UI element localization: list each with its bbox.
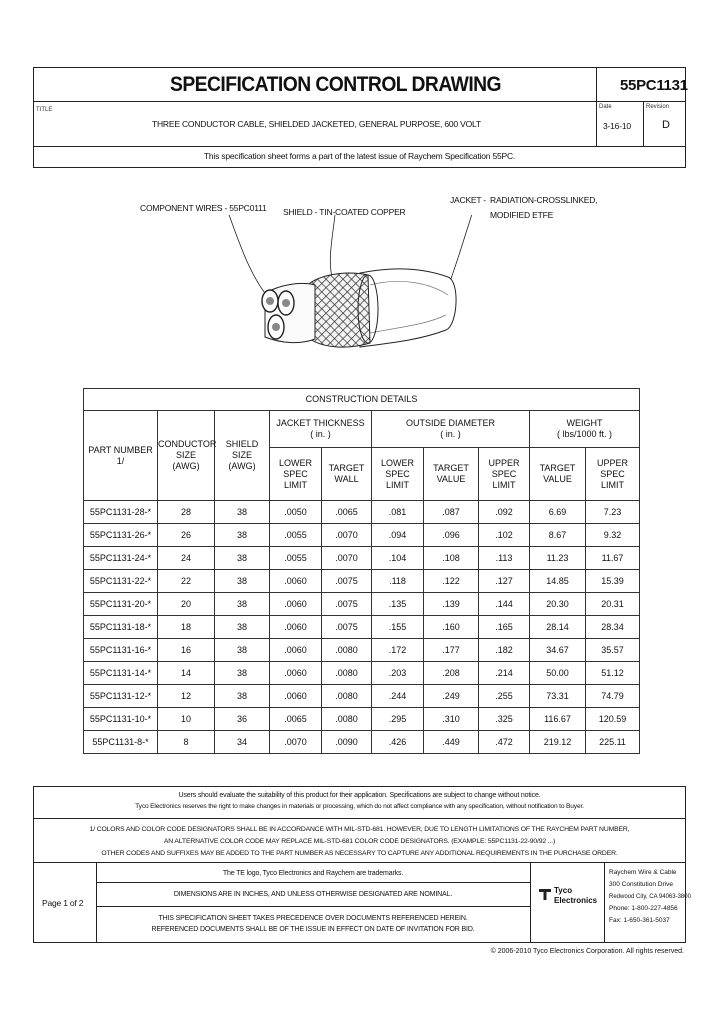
note-line-2: AN ALTERNATIVE COLOR CODE MAY REPLACE MIL-STD-681 COLOR CODE DESIGNATORS. (EXAMPLE: 55PC1131-22-90/92 ...) [163, 838, 556, 845]
cell-shield-size: 34 [215, 731, 270, 754]
cell-od-upper: .102 [479, 524, 530, 547]
cell-od-lower: .426 [372, 731, 424, 754]
cell-od-lower: .155 [372, 616, 424, 639]
cell-weight-target: 6.69 [530, 501, 586, 524]
cell-od-target: .177 [424, 639, 479, 662]
disclaimer-line-2: Tyco Electronics reserves the right to make changes in materials or processing, which do not affect compliance with any specification, without notification to Buyer. [135, 803, 584, 810]
cell-weight-target: 219.12 [530, 731, 586, 754]
cell-jacket-lower: .0060 [270, 616, 322, 639]
company-phone: Phone: 1-800-227-4856 [609, 905, 678, 912]
cell-od-lower: .295 [372, 708, 424, 731]
cell-od-lower: .118 [372, 570, 424, 593]
cell-shield-size: 36 [215, 708, 270, 731]
cell-od-lower: .172 [372, 639, 424, 662]
cell-od-upper: .113 [479, 547, 530, 570]
company-fax: Fax: 1-650-361-5037 [609, 917, 670, 924]
cell-jacket-lower: .0050 [270, 501, 322, 524]
cell-weight-upper: 74.79 [586, 685, 640, 708]
cell-od-target: .449 [424, 731, 479, 754]
label-component-wires: COMPONENT WIRES - 55PC0111 [140, 203, 267, 213]
cell-weight-upper: 35.57 [586, 639, 640, 662]
document-number: 55PC1131 [620, 77, 688, 94]
cell-od-lower: .244 [372, 685, 424, 708]
cell-od-upper: .255 [479, 685, 530, 708]
tyco-logo-icon [538, 887, 552, 901]
cell-part-number: 55PC1131-18-* [84, 616, 158, 639]
cell-weight-upper: 20.31 [586, 593, 640, 616]
cell-part-number: 55PC1131-14-* [84, 662, 158, 685]
cell-od-target: .108 [424, 547, 479, 570]
table-row [84, 639, 640, 662]
cell-od-upper: .182 [479, 639, 530, 662]
cell-shield-size: 38 [215, 616, 270, 639]
table-row [84, 593, 640, 616]
cell-weight-upper: 51.12 [586, 662, 640, 685]
cell-jacket-lower: .0055 [270, 524, 322, 547]
cell-conductor-size: 16 [158, 639, 215, 662]
label-shield: SHIELD - TIN-COATED COPPER [283, 207, 406, 217]
cell-conductor-size: 12 [158, 685, 215, 708]
cell-od-target: .087 [424, 501, 479, 524]
cell-conductor-size: 10 [158, 708, 215, 731]
header-weight-target: TARGET VALUE [530, 448, 586, 501]
cell-weight-target: 8.67 [530, 524, 586, 547]
cell-weight-target: 50.00 [530, 662, 586, 685]
cell-jacket-lower: .0060 [270, 570, 322, 593]
cell-jacket-target: .0080 [322, 708, 372, 731]
cell-jacket-target: .0075 [322, 616, 372, 639]
cell-conductor-size: 26 [158, 524, 215, 547]
cell-jacket-target: .0075 [322, 593, 372, 616]
cell-jacket-target: .0070 [322, 547, 372, 570]
cell-od-upper: .092 [479, 501, 530, 524]
cell-jacket-target: .0080 [322, 662, 372, 685]
cell-weight-target: 11.23 [530, 547, 586, 570]
cell-part-number: 55PC1131-20-* [84, 593, 158, 616]
cable-illustration [220, 215, 500, 370]
cell-weight-upper: 225.11 [586, 731, 640, 754]
cell-od-upper: .127 [479, 570, 530, 593]
copyright: © 2006-2010 Tyco Electronics Corporation. All rights reserved. [490, 948, 684, 955]
cell-conductor-size: 8 [158, 731, 215, 754]
label-jacket-1: JACKET - [450, 195, 487, 205]
cell-part-number: 55PC1131-8-* [84, 731, 158, 754]
page-title: SPECIFICATION CONTROL DRAWING [170, 73, 502, 96]
table-row [84, 685, 640, 708]
header-weight-upper: UPPER SPEC LIMIT [586, 448, 640, 501]
table-row [84, 616, 640, 639]
logo-text-electronics: Electronics [554, 896, 598, 905]
cell-jacket-target: .0065 [322, 501, 372, 524]
cell-jacket-lower: .0060 [270, 639, 322, 662]
header-weight: WEIGHT ( lbs/1000 ft. ) [530, 411, 640, 448]
table-row [84, 547, 640, 570]
cell-shield-size: 38 [215, 524, 270, 547]
note-line-3: OTHER CODES AND SUFFIXES MAY BE ADDED TO THE PART NUMBER AS NECESSARY TO CAPTURE ANY ADDITIONAL REQUIREMENTS IN THE PURCHASE ORDER. [101, 850, 618, 857]
table-row [84, 524, 640, 547]
cell-part-number: 55PC1131-12-* [84, 685, 158, 708]
header-part-number: PART NUMBER 1/ [84, 411, 158, 501]
cell-conductor-size: 14 [158, 662, 215, 685]
cell-od-upper: .325 [479, 708, 530, 731]
cell-shield-size: 38 [215, 501, 270, 524]
cell-jacket-lower: .0070 [270, 731, 322, 754]
cell-weight-upper: 15.39 [586, 570, 640, 593]
shield-leader-line [330, 215, 335, 277]
cell-weight-target: 34.67 [530, 639, 586, 662]
revision-value: D [662, 119, 670, 131]
cell-weight-target: 116.67 [530, 708, 586, 731]
header-shield-size: SHIELD SIZE (AWG) [215, 411, 270, 501]
title-label: TITLE [36, 107, 53, 113]
header-od-upper: UPPER SPEC LIMIT [479, 448, 530, 501]
cell-od-lower: .135 [372, 593, 424, 616]
cell-shield-size: 38 [215, 570, 270, 593]
revision-label: Revision [646, 104, 670, 110]
cell-part-number: 55PC1131-22-* [84, 570, 158, 593]
date-value: 3-16-10 [603, 121, 631, 131]
company-name: Raychem Wire & Cable [609, 869, 677, 876]
cell-od-upper: .165 [479, 616, 530, 639]
header-jacket-target: TARGET WALL [322, 448, 372, 501]
cell-od-target: .310 [424, 708, 479, 731]
precedence-note-2: REFERENCED DOCUMENTS SHALL BE OF THE ISSUE IN EFFECT ON DATE OF INVITATION FOR BID. [151, 926, 475, 933]
cell-weight-target: 20.30 [530, 593, 586, 616]
cell-part-number: 55PC1131-26-* [84, 524, 158, 547]
cell-shield-size: 38 [215, 639, 270, 662]
cell-od-lower: .094 [372, 524, 424, 547]
cell-jacket-lower: .0065 [270, 708, 322, 731]
logo-text-tyco: Tyco [554, 886, 573, 895]
cell-jacket-lower: .0055 [270, 547, 322, 570]
cell-od-target: .160 [424, 616, 479, 639]
note-line-1: 1/ COLORS AND COLOR CODE DESIGNATORS SHALL BE IN ACCORDANCE WITH MIL-STD-681. HOWEVER, DUE TO LENGTH LIMITATIONS OF THE RAYCHEM PART NUMBER, [89, 826, 630, 833]
cell-jacket-target: .0080 [322, 685, 372, 708]
label-jacket-3: MODIFIED ETFE [490, 210, 554, 220]
cell-conductor-size: 18 [158, 616, 215, 639]
cell-weight-target: 28.14 [530, 616, 586, 639]
cell-jacket-target: .0075 [322, 570, 372, 593]
cell-part-number: 55PC1131-28-* [84, 501, 158, 524]
table-row [84, 662, 640, 685]
cell-conductor-size: 24 [158, 547, 215, 570]
cell-od-upper: .472 [479, 731, 530, 754]
cell-shield-size: 38 [215, 593, 270, 616]
trademark-note: The TE logo, Tyco Electronics and Raychem are trademarks. [222, 870, 404, 877]
cell-od-target: .249 [424, 685, 479, 708]
cell-jacket-lower: .0060 [270, 662, 322, 685]
cell-weight-target: 14.85 [530, 570, 586, 593]
cell-jacket-target: .0090 [322, 731, 372, 754]
cell-jacket-lower: .0060 [270, 593, 322, 616]
spec-note: This specification sheet forms a part of the latest issue of Raychem Specification 55PC. [203, 151, 516, 161]
wires-leader-line [228, 215, 268, 297]
cell-od-lower: .203 [372, 662, 424, 685]
disclaimer-line-1: Users should evaluate the suitability of this product for their application. Specifications are subject to change without notice. [178, 792, 541, 799]
cell-jacket-target: .0080 [322, 639, 372, 662]
header-od-lower: LOWER SPEC LIMIT [372, 448, 424, 501]
cell-od-target: .096 [424, 524, 479, 547]
cell-shield-size: 38 [215, 685, 270, 708]
jacket-leader-line [448, 215, 475, 287]
table-row [84, 501, 640, 524]
dimensions-note: DIMENSIONS ARE IN INCHES, AND UNLESS OTHERWISE DESIGNATED ARE NOMINAL. [173, 891, 453, 898]
cell-weight-upper: 11.67 [586, 547, 640, 570]
date-label: Date [599, 104, 612, 110]
header-outside-diameter: OUTSIDE DIAMETER ( in. ) [372, 411, 530, 448]
table-row [84, 708, 640, 731]
cell-part-number: 55PC1131-16-* [84, 639, 158, 662]
cell-weight-target: 73.31 [530, 685, 586, 708]
precedence-note-1: THIS SPECIFICATION SHEET TAKES PRECEDENCE OVER DOCUMENTS REFERENCED HEREIN. [158, 915, 468, 922]
label-jacket-2: RADIATION-CROSSLINKED, [490, 195, 598, 205]
header-jacket-thickness: JACKET THICKNESS ( in. ) [270, 411, 372, 448]
cell-od-lower: .081 [372, 501, 424, 524]
header-conductor-size: CONDUCTOR SIZE (AWG) [158, 411, 215, 501]
table-row [84, 570, 640, 593]
cell-shield-size: 38 [215, 662, 270, 685]
cell-jacket-lower: .0060 [270, 685, 322, 708]
cell-conductor-size: 22 [158, 570, 215, 593]
cell-od-upper: .214 [479, 662, 530, 685]
cell-conductor-size: 28 [158, 501, 215, 524]
document-title-text: THREE CONDUCTOR CABLE, SHIELDED JACKETED, GENERAL PURPOSE, 600 VOLT [152, 119, 481, 129]
header-jacket-lower: LOWER SPEC LIMIT [270, 448, 322, 501]
cell-jacket-target: .0070 [322, 524, 372, 547]
cell-od-target: .139 [424, 593, 479, 616]
cell-od-target: .122 [424, 570, 479, 593]
cell-od-target: .208 [424, 662, 479, 685]
company-address-2: Redwood City, CA 94063-3800 [609, 894, 691, 900]
cell-weight-upper: 9.32 [586, 524, 640, 547]
cell-part-number: 55PC1131-10-* [84, 708, 158, 731]
page-number: Page 1 of 2 [42, 898, 84, 908]
cell-conductor-size: 20 [158, 593, 215, 616]
table-row [84, 731, 640, 754]
cell-shield-size: 38 [215, 547, 270, 570]
cell-od-upper: .144 [479, 593, 530, 616]
cell-weight-upper: 28.34 [586, 616, 640, 639]
cell-weight-upper: 120.59 [586, 708, 640, 731]
construction-details-table [83, 388, 640, 754]
table-title: CONSTRUCTION DETAILS [84, 389, 640, 411]
company-address-1: 300 Constitution Drive [609, 881, 673, 888]
cell-part-number: 55PC1131-24-* [84, 547, 158, 570]
header-od-target: TARGET VALUE [424, 448, 479, 501]
cell-od-lower: .104 [372, 547, 424, 570]
cell-weight-upper: 7.23 [586, 501, 640, 524]
